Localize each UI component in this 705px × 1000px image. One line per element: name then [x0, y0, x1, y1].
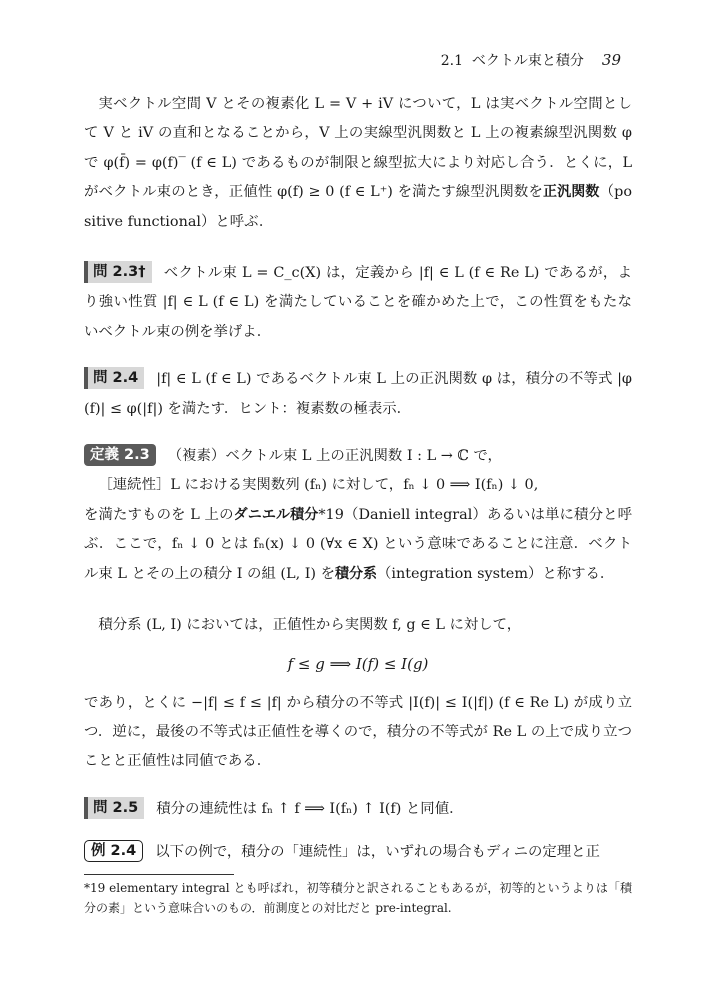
term-integration-system: 積分系: [335, 565, 377, 582]
definition-body-1: を満たすものを L 上の: [84, 506, 234, 523]
definition-label: 定義 2.3: [84, 444, 156, 466]
definition-body: [84, 501, 632, 589]
paragraph-text: 実ベクトル空間 V とその複素化 L = V + iV について，L は実ベクトル空間として V と iV の直和となることから，V 上の実線型汎関数と L 上の複素線型汎関数 φ で φ(f̄) = φ(f)‾ (f ∈ L) であるものが制限と線型拡大により対応し合う．とくに，L がベクトル束のとき，正値性 φ(f) ≥ 0 (f ∈ L⁺) を満たす線型汎関数を: [84, 96, 632, 201]
definition-body-3: （integration system）と称する．: [377, 565, 615, 582]
problem-label: 問 2.4: [84, 367, 144, 389]
definition-body-2: *19（Daniell integral）あるいは単に積分と呼ぶ．ここで，fₙ ↓ 0 とは fₙ(x) ↓ 0 (∀x ∈ X) という意味であることに注意．ベクトル束 L とその上の積分 I の組 (L, I) を: [84, 506, 632, 582]
term-positive-functional: 正汎関数: [543, 184, 600, 201]
problem-text: ベクトル束 L = C_c(X) は，定義から |f| ∈ L (f ∈ Re L) であるが，より強い性質 |f| ∈ L (f ∈ L) を満たしていることを確かめた上で，この性質をもたないベクトル束の例を挙げよ．: [84, 265, 632, 340]
problem-2-3: [84, 259, 632, 347]
example-2-4: [84, 838, 632, 867]
paragraph-inequality: であり，とくに −|f| ≤ f ≤ |f| から積分の不等式 |I(f)| ≤ I(|f|) (f ∈ Re L) が成り立つ．逆に，最後の不等式は正値性を導くので，積分の不等式が Re L の上で成り立つことと正値性は同値である．: [84, 694, 632, 770]
main-content: [84, 90, 632, 868]
header-section-number: 2.1: [440, 53, 463, 69]
definition-text: （複素）ベクトル束 L 上の正汎関数 I : L → ℂ で，: [167, 448, 502, 465]
header-title: ベクトル束と積分: [471, 53, 584, 69]
problem-label: 問 2.3†: [84, 261, 152, 283]
paragraph-text-end: （positive functional）と呼ぶ．: [84, 184, 633, 230]
problem-text: 積分の連続性は fₙ ↑ f ⟹ I(fₙ) ↑ I(f) と同値．: [156, 800, 464, 817]
running-header: [441, 50, 621, 70]
page-number: 39: [601, 51, 621, 69]
footnote-divider: [84, 874, 234, 875]
definition-2-3: [84, 442, 632, 471]
paragraph-complexification: [84, 90, 632, 237]
continuity-condition: ［連続性］L における実関数列 (fₙ) に対して，fₙ ↓ 0 ⟹ I(fₙ) ↓ 0,: [98, 477, 539, 494]
example-label: 例 2.4: [84, 840, 143, 862]
term-daniell-integral: ダニエル積分: [233, 506, 319, 523]
problem-2-4: [84, 365, 632, 424]
paragraph-integration-system: 積分系 (L, I) においては，正値性から実関数 f, g ∈ L に対して，: [98, 617, 522, 634]
footnote-19: *19 elementary integral とも呼ばれ，初等積分と訳されることもあるが，初等的というよりは「積分の素」という意味合いのもの．前測度との対比だと pre-integral.: [84, 881, 632, 915]
problem-label: 問 2.5: [84, 797, 144, 819]
problem-2-5: [84, 795, 632, 824]
display-equation: f ≤ g ⟹ I(f) ≤ I(g): [287, 654, 429, 673]
header-section-title: [441, 50, 584, 70]
problem-text: |f| ∈ L (f ∈ L) であるベクトル束 L 上の正汎関数 φ は，積分の不等式 |φ(f)| ≤ φ(|f|) を満たす．ヒント：複素数の極表示．: [84, 371, 632, 417]
example-text: 以下の例で，積分の「連続性」は，いずれの場合もディニの定理と正: [155, 844, 600, 861]
